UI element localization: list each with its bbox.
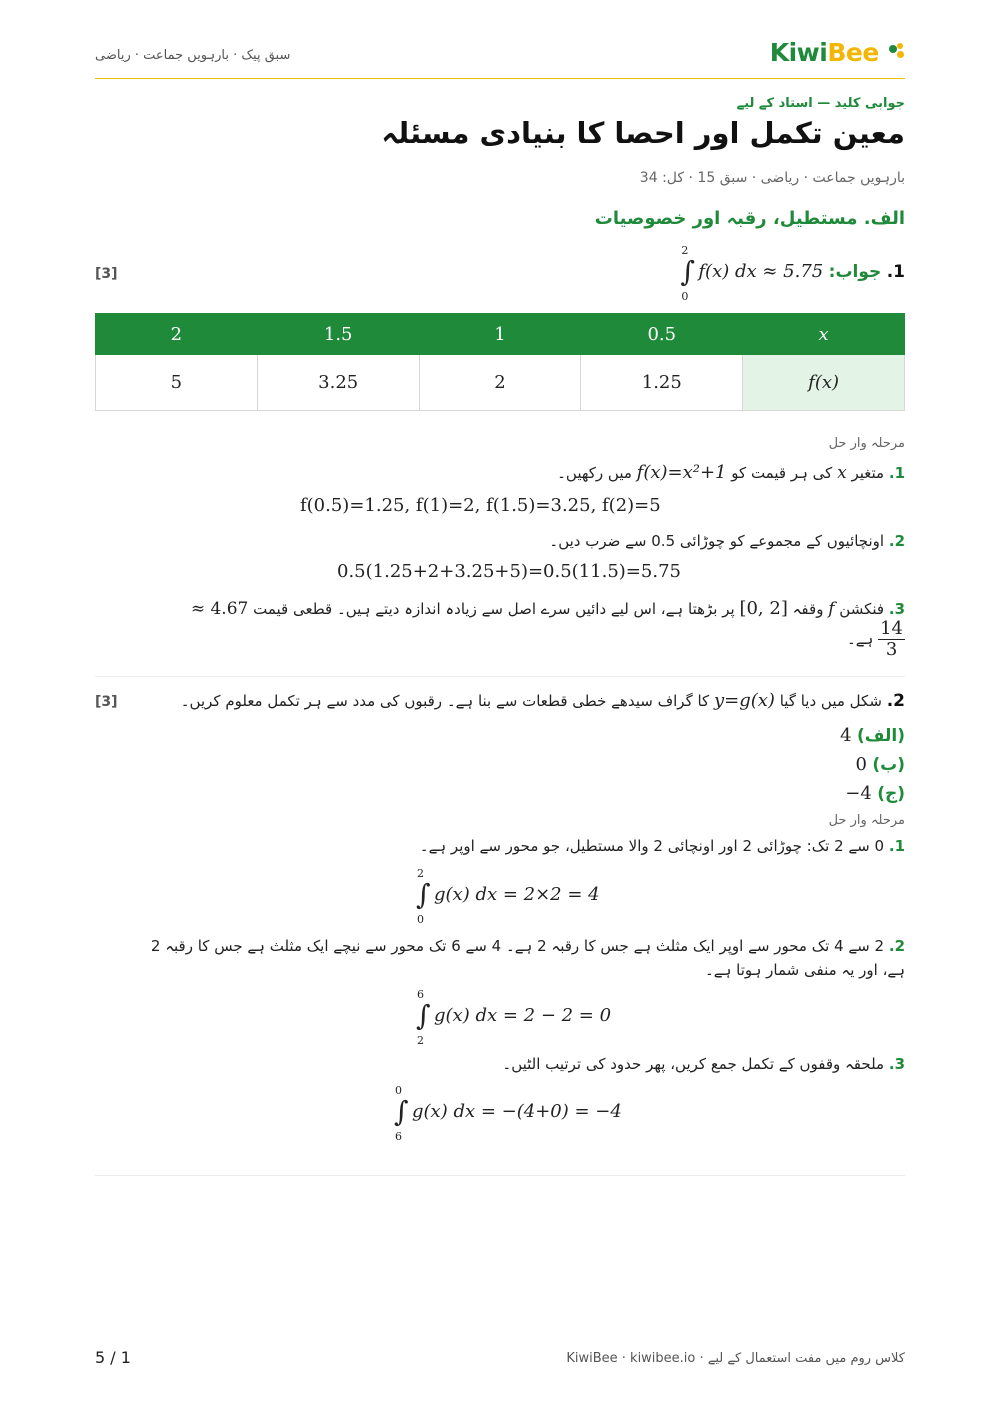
table-cell: 1.25 [581, 355, 743, 411]
q2-option-c: (ج) −4 [845, 783, 905, 804]
q2-step-1: 1. 0 سے 2 تک: چوڑائی 2 اور اونچائی 2 والا مستطیل، جو محور سے اوپر ہے۔ [419, 837, 905, 855]
q1-values-table [95, 313, 905, 411]
table-header-label: x [743, 314, 905, 355]
q2-steps-label: مرحلہ وار حل [828, 813, 905, 828]
table-row-label: f(x) [743, 355, 905, 411]
q2-option-b: (ب) 0 [855, 754, 905, 775]
integral-sign: ∫ 6 2 [416, 988, 431, 1047]
q2-prompt: 2. شکل میں دیا گیا y=g(x) کا گراف سیدھے خطی قطعات سے بنا ہے۔ رقبوں کی مدد سے ہر تکمل معلوم کریں۔ [180, 690, 905, 711]
table-header-cell: 0.5 [581, 314, 743, 355]
breadcrumb: سبق پیک · بارہویں جماعت · ریاضی [95, 48, 291, 63]
page-title: معین تکمل اور احصا کا بنیادی مسئلہ [381, 116, 905, 150]
fraction: $\frac{14}{3}$ [880, 618, 903, 660]
q2-step-2: 2. 2 سے 4 تک محور سے اوپر ایک مثلث ہے جس کا رقبہ 2 ہے۔ 4 سے 6 تک محور سے نیچے ایک مثلث ہے جس کا رقبہ 2 ہے، اور یہ منفی شمار ہوتا ہے۔ [150, 937, 905, 979]
page-number: 5 / 1 [95, 1348, 131, 1367]
q1-marks: [3] [95, 266, 118, 282]
q1-step-2-formula: 0.5(1.25+2+3.25+5)=0.5(11.5)=5.75 [337, 561, 681, 582]
table-header-cell: 1.5 [257, 314, 419, 355]
footer-credit: کلاس روم میں مفت استعمال کے لیے · KiwiBee · kiwibee.io [566, 1351, 905, 1366]
q1-step-1-formula: f(0.5)=1.25, f(1)=2, f(1.5)=3.25, f(2)=5 [300, 495, 661, 516]
q1-answer-line [680, 244, 905, 303]
answer-key-label: جوابی کلید — استاد کے لیے [736, 96, 905, 111]
page-subtitle: بارہویں جماعت · ریاضی · سبق 15 · کل: 34 [639, 170, 905, 186]
q1-answer-label: جواب: [828, 262, 882, 282]
q1-number: 1. [886, 262, 905, 282]
q2-marks: [3] [95, 694, 118, 710]
logo-text-kiwi: Kiwi [769, 38, 828, 67]
q2-step-2-formula: ∫ 6 2 g(x) dx = 2 − 2 = 0 [416, 988, 612, 1047]
question-divider [95, 1175, 905, 1176]
q1-step-3: 3. فنکشن f وقفہ [0, 2] پر بڑھتا ہے، اس لیے دائیں سرے اصل سے زیادہ اندازہ دیتے ہیں۔ قطعی قیمت ≈ 4.67 $\frac{14}{3}$ ہے۔ [190, 598, 905, 660]
q1-answer-formula: ∫ 2 0 f(x) dx ≈ 5.75 [680, 244, 824, 303]
header-divider [95, 78, 905, 79]
logo-dots-icon [889, 43, 905, 59]
q2-number: 2. [886, 691, 905, 711]
integral-sign: ∫ 0 6 [394, 1084, 409, 1143]
kiwibee-logo [770, 38, 905, 67]
q2-option-a: (الف) 4 [840, 725, 905, 746]
q1-step-1: 1. متغیر x کی ہر قیمت کو f(x)=x²+1 میں رکھیں۔ [557, 462, 905, 483]
table-cell: 2 [419, 355, 581, 411]
q2-step-3-formula: ∫ 0 6 g(x) dx = −(4+0) = −4 [394, 1084, 622, 1143]
q1-steps-label: مرحلہ وار حل [828, 436, 905, 451]
question-divider [95, 676, 905, 677]
table-header-cell: 1 [419, 314, 581, 355]
integral-sign: ∫ 2 0 [416, 867, 431, 926]
q2-step-3: 3. ملحقہ وقفوں کے تکمل جمع کریں، پھر حدود کی ترتیب الٹیں۔ [502, 1055, 905, 1073]
table-cell: 3.25 [257, 355, 419, 411]
q2-step-1-formula: ∫ 2 0 g(x) dx = 2×2 = 4 [416, 867, 600, 926]
section-a-title: الف. مستطیل، رقبہ اور خصوصیات [594, 208, 905, 229]
integral-sign: ∫ 2 0 [680, 244, 695, 303]
q1-step-2: 2. اونچائیوں کے مجموعے کو چوڑائی 0.5 سے ضرب دیں۔ [549, 532, 905, 550]
table-header-cell: 2 [96, 314, 258, 355]
logo-text-bee: Bee [827, 38, 879, 67]
table-cell: 5 [96, 355, 258, 411]
